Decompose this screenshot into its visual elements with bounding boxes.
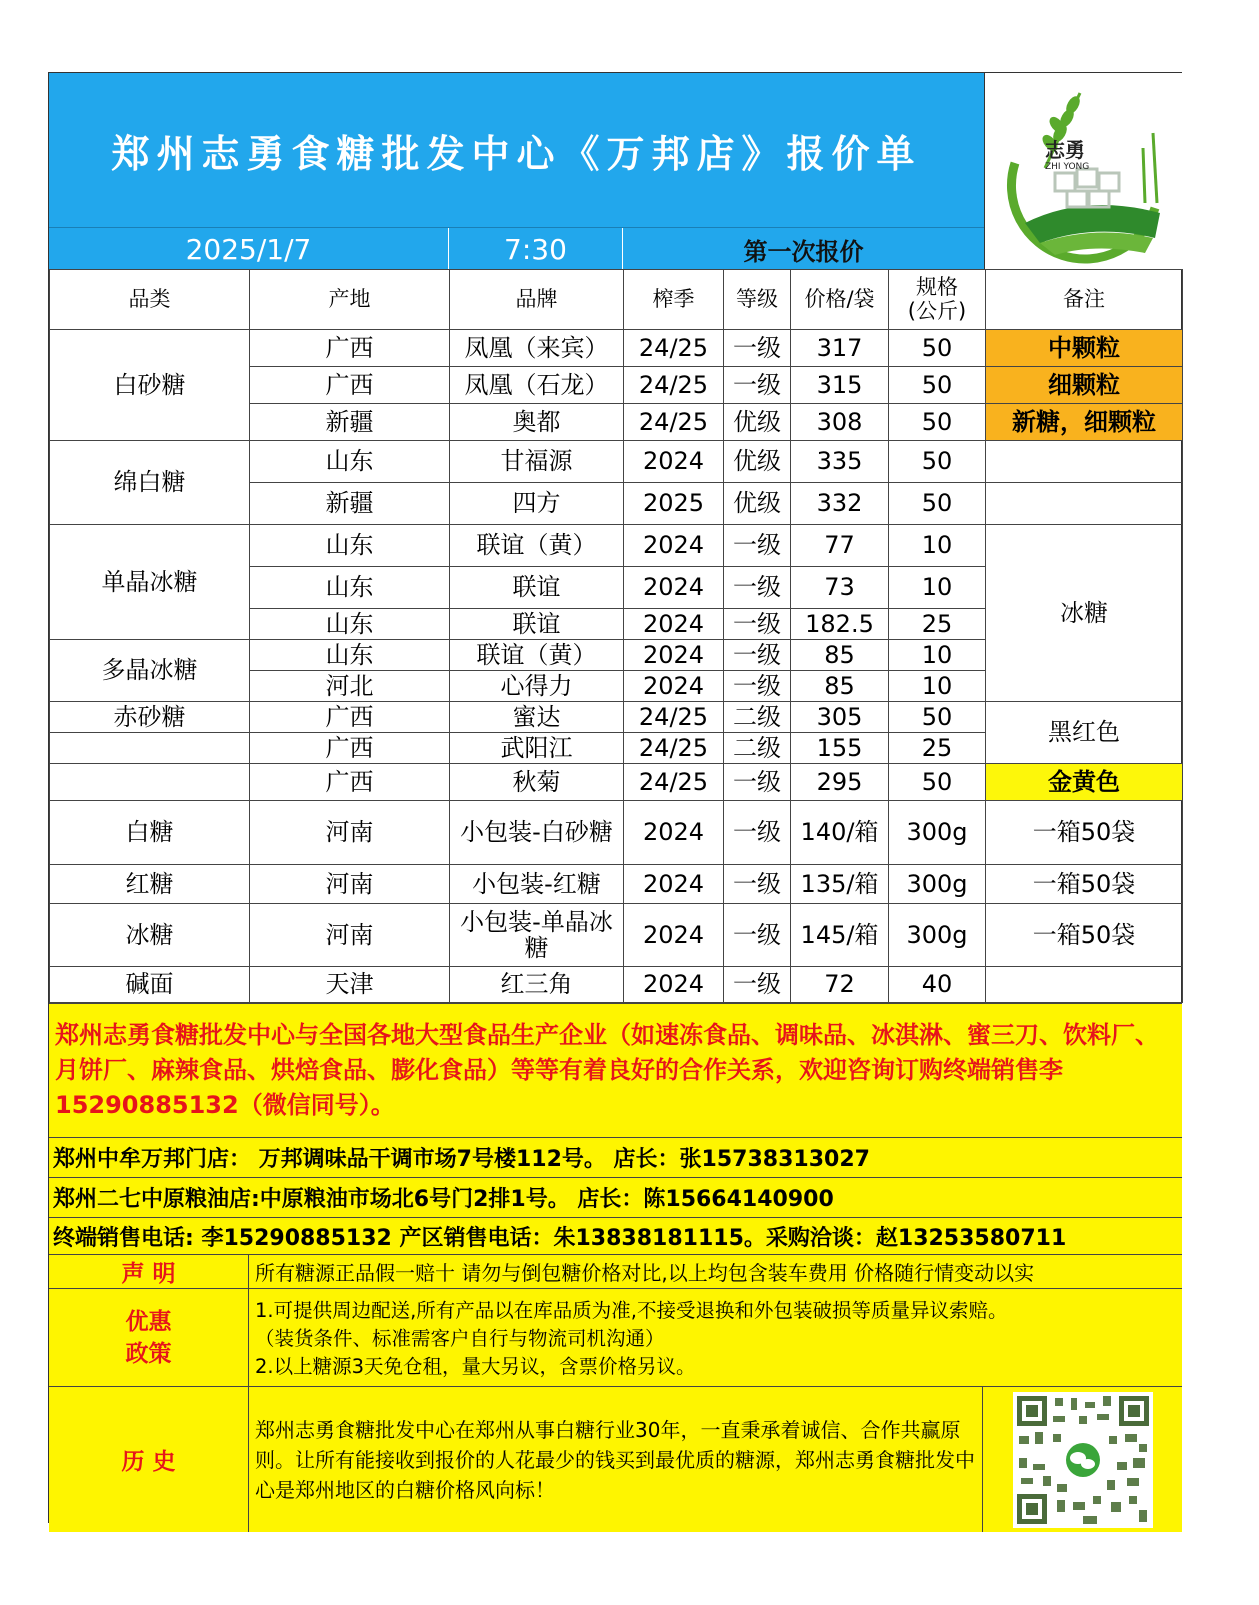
table-row <box>50 525 1183 567</box>
spec-cell: 10 <box>889 567 986 609</box>
note-cell: 黑红色 <box>986 702 1183 764</box>
category-cell: 碱面 <box>50 967 250 1003</box>
history-label: 历 史 <box>49 1387 249 1532</box>
grade-cell: 二级 <box>724 702 791 733</box>
qr-code-icon <box>1013 1392 1153 1528</box>
origin-cell: 山东 <box>250 640 450 671</box>
price-cell: 140/箱 <box>791 801 889 865</box>
note-cell: 中颗粒 <box>986 330 1183 367</box>
brand-cell: 联谊（黄） <box>450 525 624 567</box>
quote-date: 2025/1/7 <box>49 228 449 270</box>
season-cell: 24/25 <box>624 733 724 764</box>
page-title: 郑州志勇食糖批发中心《万邦店》报价单 <box>49 73 984 227</box>
price-cell: 77 <box>791 525 889 567</box>
origin-cell: 新疆 <box>250 404 450 441</box>
grade-cell: 一级 <box>724 525 791 567</box>
col-header: 品类 <box>50 270 250 330</box>
note-cell: 一箱50袋 <box>986 801 1183 865</box>
brand-cell: 心得力 <box>450 671 624 702</box>
grade-cell: 一级 <box>724 367 791 404</box>
origin-cell: 广西 <box>250 702 450 733</box>
season-cell: 2024 <box>624 567 724 609</box>
category-cell: 冰糖 <box>50 904 250 967</box>
grade-cell: 二级 <box>724 733 791 764</box>
sales-phones: 终端销售电话: 李15290885132 产区销售电话：朱13838181115。采购洽谈：赵13253580711 <box>49 1217 1182 1254</box>
brand-cell: 联谊 <box>450 567 624 609</box>
origin-cell: 广西 <box>250 367 450 404</box>
season-cell: 2024 <box>624 967 724 1003</box>
price-cell: 155 <box>791 733 889 764</box>
policy-label: 优惠 政策 <box>49 1289 249 1386</box>
table-row <box>50 904 1183 967</box>
price-cell: 317 <box>791 330 889 367</box>
statement-row <box>49 1254 1182 1288</box>
quote-round: 第一次报价 <box>743 237 864 266</box>
brand-cell: 甘福源 <box>450 441 624 483</box>
grade-cell: 一级 <box>724 865 791 904</box>
grade-cell: 一级 <box>724 801 791 865</box>
price-cell: 335 <box>791 441 889 483</box>
col-header: 品牌 <box>450 270 624 330</box>
footer <box>49 1003 1182 1532</box>
logo-subtext: ZHI YONG <box>1045 162 1090 172</box>
table-header <box>50 270 1183 330</box>
price-sheet <box>48 72 1182 1523</box>
category-cell: 赤砂糖 <box>50 702 250 733</box>
spec-cell: 300g <box>889 904 986 967</box>
statement-text: 所有糖源正品假一赔十 请勿与倒包糖价格对比,以上均包含装车费用 价格随行情变动以实 <box>255 1261 1035 1285</box>
policy-row <box>49 1288 1182 1386</box>
grade-cell: 一级 <box>724 967 791 1003</box>
spec-cell: 10 <box>889 525 986 567</box>
table-row <box>50 330 1183 367</box>
origin-cell: 山东 <box>250 567 450 609</box>
season-cell: 24/25 <box>624 702 724 733</box>
origin-cell: 河南 <box>250 904 450 967</box>
spec-cell: 50 <box>889 404 986 441</box>
season-cell: 24/25 <box>624 404 724 441</box>
spec-cell: 50 <box>889 483 986 525</box>
brand-cell: 秋菊 <box>450 764 624 801</box>
col-header: 榨季 <box>624 270 724 330</box>
category-cell: 多晶冰糖 <box>50 640 250 702</box>
table-row <box>50 702 1183 733</box>
season-cell: 2025 <box>624 483 724 525</box>
season-cell: 2024 <box>624 609 724 640</box>
price-cell: 85 <box>791 671 889 702</box>
shop-zhongyuan: 郑州二七中原粮油店:中原粮油市场北6号门2排1号。 店长：陈15664140900 <box>49 1177 1182 1217</box>
origin-cell: 广西 <box>250 330 450 367</box>
season-cell: 2024 <box>624 671 724 702</box>
price-cell: 182.5 <box>791 609 889 640</box>
qr-code[interactable] <box>983 1387 1182 1532</box>
history-row <box>49 1386 1182 1532</box>
policy-text <box>249 1289 1182 1386</box>
spec-cell: 10 <box>889 640 986 671</box>
category-cell: 绵白糖 <box>50 441 250 525</box>
note-cell: 新糖，细颗粒 <box>986 404 1183 441</box>
price-cell: 72 <box>791 967 889 1003</box>
origin-cell: 新疆 <box>250 483 450 525</box>
brand-cell: 小包装-单晶冰糖 <box>450 904 624 967</box>
col-header: 产地 <box>250 270 450 330</box>
brand-cell: 凤凰（石龙） <box>450 367 624 404</box>
origin-cell: 山东 <box>250 441 450 483</box>
origin-cell: 河南 <box>250 801 450 865</box>
spec-cell: 40 <box>889 967 986 1003</box>
origin-cell: 河南 <box>250 865 450 904</box>
season-cell: 2024 <box>624 525 724 567</box>
origin-cell: 天津 <box>250 967 450 1003</box>
category-cell: 白糖 <box>50 801 250 865</box>
origin-cell: 河北 <box>250 671 450 702</box>
note-cell <box>986 967 1183 1003</box>
spec-cell: 50 <box>889 441 986 483</box>
brand-cell: 红三角 <box>450 967 624 1003</box>
table-row <box>50 967 1183 1003</box>
spec-cell: 25 <box>889 733 986 764</box>
brand-cell: 凤凰（来宾） <box>450 330 624 367</box>
brand-cell: 奥都 <box>450 404 624 441</box>
spec-cell: 300g <box>889 865 986 904</box>
season-cell: 24/25 <box>624 330 724 367</box>
origin-cell: 广西 <box>250 764 450 801</box>
col-header: 价格/袋 <box>791 270 889 330</box>
price-cell: 332 <box>791 483 889 525</box>
spec-cell: 50 <box>889 367 986 404</box>
price-cell: 145/箱 <box>791 904 889 967</box>
spec-cell: 50 <box>889 764 986 801</box>
season-cell: 2024 <box>624 801 724 865</box>
brand-cell: 联谊（黄） <box>450 640 624 671</box>
policy-line: 2.以上糖源3天免仓租，量大另议，含票价格另议。 <box>255 1355 696 1378</box>
brand-cell: 小包装-红糖 <box>450 865 624 904</box>
col-header: 备注 <box>986 270 1183 330</box>
season-cell: 2024 <box>624 865 724 904</box>
policy-line: 1.可提供周边配送,所有产品以在库品质为准,不接受退换和外包装破损等质量异议索赔。 <box>255 1299 1008 1322</box>
table-row <box>50 764 1183 801</box>
spec-cell: 50 <box>889 702 986 733</box>
statement-label: 声 明 <box>49 1255 249 1288</box>
season-cell: 24/25 <box>624 764 724 801</box>
logo-icon <box>985 73 1183 269</box>
season-cell: 2024 <box>624 640 724 671</box>
spec-cell: 50 <box>889 330 986 367</box>
origin-cell: 广西 <box>250 733 450 764</box>
col-header: 规格 (公斤) <box>889 270 986 330</box>
grade-cell: 优级 <box>724 404 791 441</box>
category-cell <box>50 764 250 801</box>
grade-cell: 一级 <box>724 764 791 801</box>
price-table <box>49 269 1183 1003</box>
grade-cell: 一级 <box>724 567 791 609</box>
price-cell: 305 <box>791 702 889 733</box>
category-cell: 单晶冰糖 <box>50 525 250 640</box>
policy-line: （装货条件、标准需客户自行与物流司机沟通） <box>255 1327 665 1350</box>
brand-cell: 蜜达 <box>450 702 624 733</box>
grade-cell: 优级 <box>724 483 791 525</box>
season-cell: 2024 <box>624 904 724 967</box>
grade-cell: 一级 <box>724 640 791 671</box>
note-cell: 冰糖 <box>986 525 1183 702</box>
spec-cell: 25 <box>889 609 986 640</box>
table-row <box>50 865 1183 904</box>
spec-cell: 10 <box>889 671 986 702</box>
price-cell: 315 <box>791 367 889 404</box>
price-cell: 135/箱 <box>791 865 889 904</box>
origin-cell: 山东 <box>250 609 450 640</box>
spec-cell: 300g <box>889 801 986 865</box>
category-cell <box>50 733 250 764</box>
season-cell: 24/25 <box>624 367 724 404</box>
date-row <box>49 227 984 269</box>
history-text: 郑州志勇食糖批发中心在郑州从事白糖行业30年，一直秉承着诚信、合作共赢原则。让所有能接收到报价的人花最少的钱买到最优质的糖源，郑州志勇食糖批发中心是郑州地区的白糖价格风向标！ <box>249 1387 983 1532</box>
grade-cell: 一级 <box>724 904 791 967</box>
grade-cell: 一级 <box>724 330 791 367</box>
note-cell: 一箱50袋 <box>986 904 1183 967</box>
table-row <box>50 801 1183 865</box>
note-cell: 一箱50袋 <box>986 865 1183 904</box>
grade-cell: 优级 <box>724 441 791 483</box>
logo <box>984 73 1183 269</box>
brand-cell: 武阳江 <box>450 733 624 764</box>
intro-text: 郑州志勇食糖批发中心与全国各地大型食品生产企业（如速冻食品、调味品、冰淇淋、蜜三刀、饮料厂、月饼厂、麻辣食品、烘焙食品、膨化食品）等等有着良好的合作关系，欢迎咨询订购终端销售李 15290885132（微信同号）。 <box>49 1003 1182 1137</box>
brand-cell: 四方 <box>450 483 624 525</box>
season-cell: 2024 <box>624 441 724 483</box>
note-cell <box>986 441 1183 483</box>
quote-time: 7:30 <box>449 228 623 270</box>
category-cell: 白砂糖 <box>50 330 250 441</box>
price-cell: 85 <box>791 640 889 671</box>
origin-cell: 山东 <box>250 525 450 567</box>
note-cell: 金黄色 <box>986 764 1183 801</box>
grade-cell: 一级 <box>724 609 791 640</box>
note-cell <box>986 483 1183 525</box>
logo-text: 志勇 <box>1045 138 1085 162</box>
brand-cell: 小包装-白砂糖 <box>450 801 624 865</box>
note-cell: 细颗粒 <box>986 367 1183 404</box>
shop-wanbang: 郑州中牟万邦门店： 万邦调味品干调市场7号楼112号。 店长：张15738313027 <box>49 1137 1182 1177</box>
col-header: 等级 <box>724 270 791 330</box>
price-cell: 73 <box>791 567 889 609</box>
brand-cell: 联谊 <box>450 609 624 640</box>
price-cell: 295 <box>791 764 889 801</box>
price-cell: 308 <box>791 404 889 441</box>
grade-cell: 一级 <box>724 671 791 702</box>
category-cell: 红糖 <box>50 865 250 904</box>
table-row <box>50 441 1183 483</box>
